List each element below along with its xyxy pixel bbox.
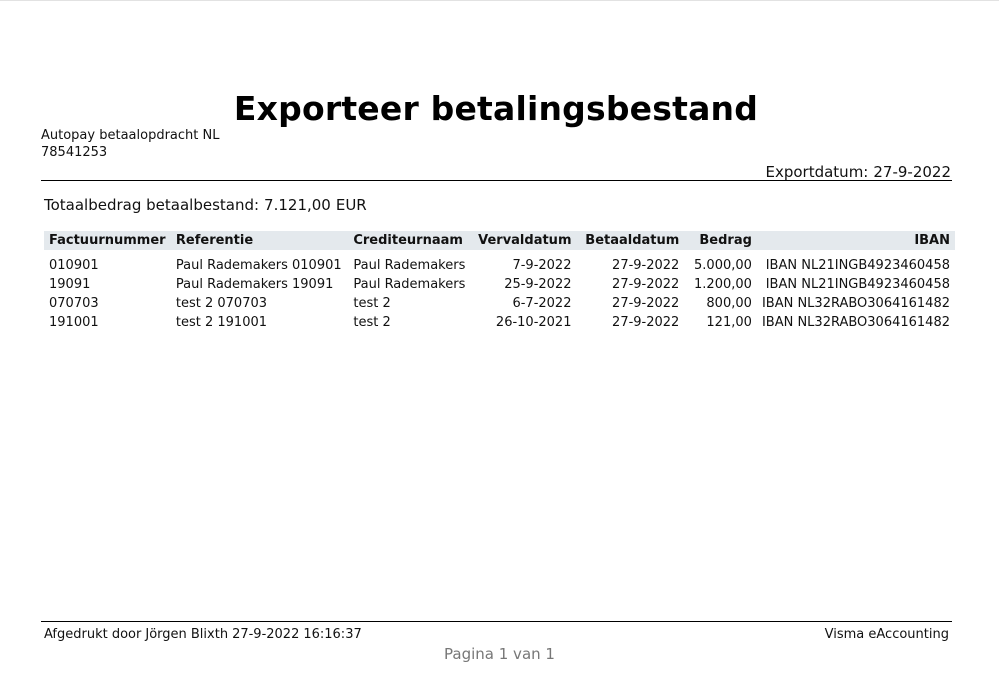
cell-paid-date: 27-9-2022	[612, 277, 680, 292]
table-row	[44, 294, 955, 313]
cell-amount: 1.200,00	[694, 277, 752, 292]
export-date-label: Exportdatum:	[765, 163, 869, 181]
cell-invoice-number: 19091	[49, 277, 91, 292]
export-date-value: 27-9-2022	[873, 163, 951, 181]
cell-creditor: test 2	[353, 296, 391, 311]
cell-reference: Paul Rademakers 010901	[175, 258, 342, 273]
total-amount-line	[44, 196, 367, 214]
header-divider	[41, 180, 952, 181]
cell-amount: 121,00	[706, 315, 752, 330]
cell-creditor: Paul Rademakers	[353, 277, 466, 292]
cell-paid-date: 27-9-2022	[612, 258, 680, 273]
printed-by-user: Jörgen Blixth	[145, 627, 229, 642]
table-row	[44, 313, 955, 332]
cell-amount: 5.000,00	[694, 258, 752, 273]
cell-paid-date: 27-9-2022	[612, 315, 680, 330]
column-header-amount: Bedrag	[699, 233, 752, 248]
export-date	[765, 163, 951, 181]
column-header-reference: Referentie	[175, 233, 254, 248]
printed-by-line	[44, 627, 366, 643]
cell-creditor: test 2	[353, 315, 391, 330]
cell-iban: IBAN NL32RABO3064161482	[761, 296, 950, 311]
cell-invoice-number: 070703	[49, 296, 99, 311]
cell-iban: IBAN NL32RABO3064161482	[761, 315, 950, 330]
cell-due-date: 25-9-2022	[504, 277, 572, 292]
invoice-table	[44, 231, 955, 332]
table-row	[44, 275, 955, 294]
cell-reference: test 2 191001	[175, 315, 268, 330]
footer-divider	[41, 621, 952, 622]
brand-name: Visma eAccounting	[824, 627, 949, 642]
cell-invoice-number: 191001	[49, 315, 99, 330]
total-amount: 7.121,00	[264, 196, 331, 214]
table-row	[44, 250, 955, 275]
total-label: Totaalbedrag betaalbestand:	[44, 196, 260, 214]
cell-reference: test 2 070703	[175, 296, 268, 311]
cell-paid-date: 27-9-2022	[612, 296, 680, 311]
cell-due-date: 7-9-2022	[512, 258, 572, 273]
cell-creditor: Paul Rademakers	[353, 258, 466, 273]
printed-date: 27-9-2022	[232, 627, 300, 642]
cell-due-date: 26-10-2021	[495, 315, 572, 330]
total-currency: EUR	[335, 196, 367, 214]
cell-reference: Paul Rademakers 19091	[175, 277, 334, 292]
cell-iban: IBAN NL21INGB4923460458	[765, 258, 950, 273]
company-number: 78541253	[41, 145, 108, 160]
column-header-iban: IBAN	[914, 233, 950, 248]
report-title: Exporteer betalingsbestand	[233, 89, 759, 128]
cell-iban: IBAN NL21INGB4923460458	[765, 277, 950, 292]
column-header-creditor: Crediteurnaam	[353, 233, 463, 248]
cell-due-date: 6-7-2022	[512, 296, 572, 311]
cell-amount: 800,00	[706, 296, 752, 311]
printed-by-label: Afgedrukt door	[44, 627, 142, 642]
printed-time: 16:16:37	[303, 627, 362, 642]
page-number: Pagina 1 van 1	[444, 645, 555, 663]
column-header-paid-date: Betaaldatum	[585, 233, 680, 248]
company-name: Autopay betaalopdracht NL	[41, 128, 220, 143]
column-header-due-date: Vervaldatum	[478, 233, 572, 248]
column-header-invoice-number: Factuurnummer	[49, 233, 166, 248]
table-header-row	[44, 231, 955, 250]
cell-invoice-number: 010901	[49, 258, 99, 273]
